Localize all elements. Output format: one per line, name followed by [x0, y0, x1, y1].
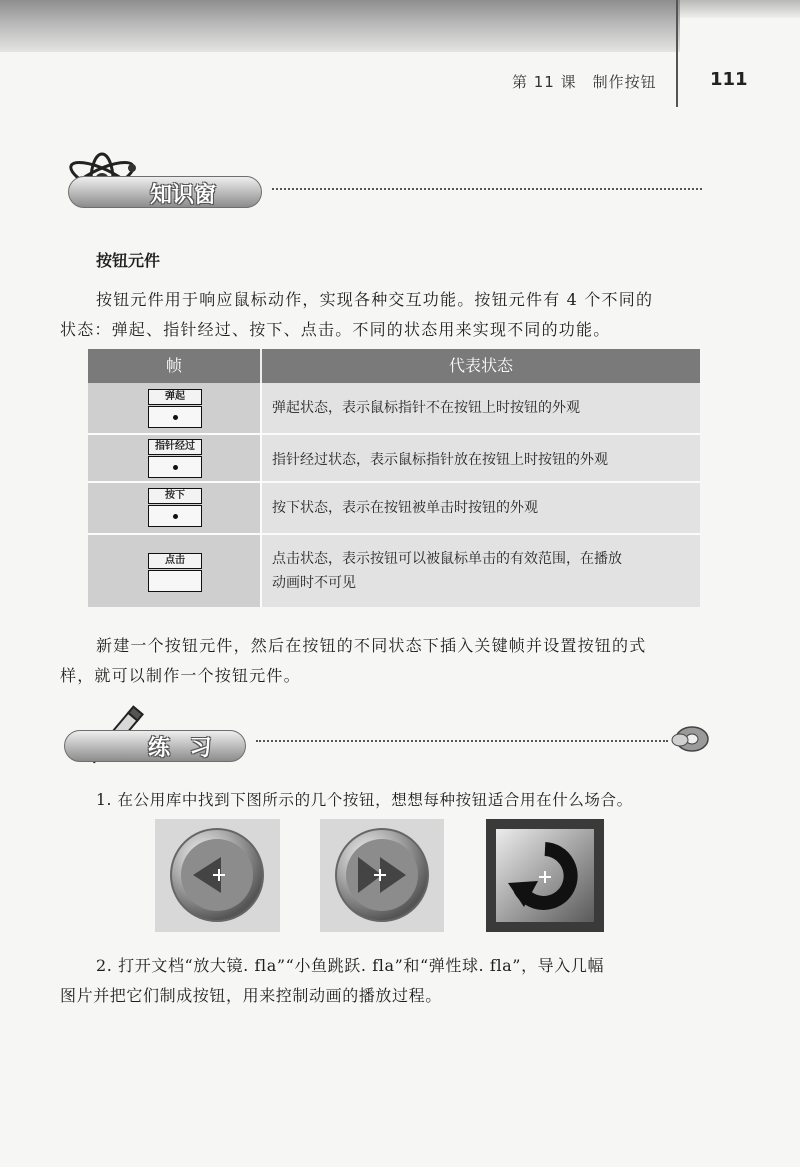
rewind-button-image — [155, 819, 280, 932]
state-description: 弹起状态，表示鼠标指针不在按钮上时按钮的外观 — [272, 400, 580, 416]
frame-indicator — [148, 389, 202, 429]
header-divider — [676, 0, 678, 107]
state-description-line-1: 点击状态，表示按钮可以被鼠标单击的有效范围，在播放 — [272, 551, 622, 567]
button-states-table — [88, 349, 700, 607]
frame-box — [148, 456, 202, 478]
knowledge-dotted-line — [272, 188, 702, 190]
replay-button-image — [486, 819, 604, 932]
top-decorative-band-right — [680, 0, 800, 18]
exercise-banner-label: 练 习 — [148, 736, 218, 761]
page-number: 111 — [710, 69, 748, 90]
summary-line-1: 新建一个按钮元件，然后在按钮的不同状态下插入关键帧并设置按钮的式 — [96, 636, 647, 655]
frame-cell — [88, 383, 260, 433]
disc-icon — [670, 724, 710, 754]
frame-label: 指针经过 — [148, 439, 202, 455]
knowledge-banner-label: 知识窗 — [150, 183, 217, 208]
top-decorative-band — [0, 0, 680, 52]
table-row — [88, 483, 700, 533]
exercise-dotted-line — [256, 740, 668, 742]
question-1: 1. 在公用库中找到下图所示的几个按钮，想想每种按钮适合用在什么场合。 — [96, 791, 633, 809]
table-header — [88, 349, 700, 383]
column-separator — [260, 383, 262, 607]
question-2 — [60, 948, 740, 1014]
question-2-line-2: 图片并把它们制成按钮，用来控制动画的播放过程。 — [60, 986, 442, 1005]
intro-line-1: 按钮元件用于响应鼠标动作，实现各种交互功能。按钮元件有 4 个不同的 — [96, 290, 654, 309]
frame-cell — [88, 483, 260, 533]
summary-paragraph — [60, 628, 720, 694]
state-description-line-2: 动画时不可见 — [272, 575, 356, 591]
keyframe-dot — [173, 465, 178, 470]
frame-label: 点击 — [148, 553, 202, 569]
frame-cell — [88, 435, 260, 481]
frame-box — [148, 406, 202, 428]
intro-line-2: 状态：弹起、指针经过、按下、点击。不同的状态用来实现不同的功能。 — [60, 320, 611, 339]
frame-box — [148, 505, 202, 527]
table-row — [88, 383, 700, 433]
frame-label: 弹起 — [148, 389, 202, 405]
intro-paragraph — [60, 282, 710, 348]
fast-forward-button-image — [320, 819, 444, 932]
frame-label: 按下 — [148, 488, 202, 504]
keyframe-dot — [173, 514, 178, 519]
frame-box — [148, 570, 202, 592]
frame-indicator — [148, 553, 202, 593]
header-state: 代表状态 — [448, 356, 513, 375]
frame-indicator — [148, 488, 202, 528]
lesson-title: 第 11 课 制作按钮 — [512, 73, 657, 91]
summary-line-2: 样，就可以制作一个按钮元件。 — [60, 666, 301, 685]
frame-cell — [88, 535, 260, 607]
state-description: 按下状态，表示在按钮被单击时按钮的外观 — [272, 500, 538, 516]
frame-indicator — [148, 439, 202, 479]
state-description: 指针经过状态，表示鼠标指针放在按钮上时按钮的外观 — [272, 452, 608, 468]
section-subheading: 按钮元件 — [96, 251, 161, 270]
header-frame: 帧 — [165, 356, 182, 375]
table-row — [88, 435, 700, 481]
keyframe-dot — [173, 415, 178, 420]
table-row — [88, 535, 700, 607]
question-2-line-1: 2. 打开文档“放大镜. fla”“小鱼跳跃. fla”和“弹性球. fla”，导入几幅 — [96, 956, 605, 975]
state-description — [272, 547, 682, 595]
